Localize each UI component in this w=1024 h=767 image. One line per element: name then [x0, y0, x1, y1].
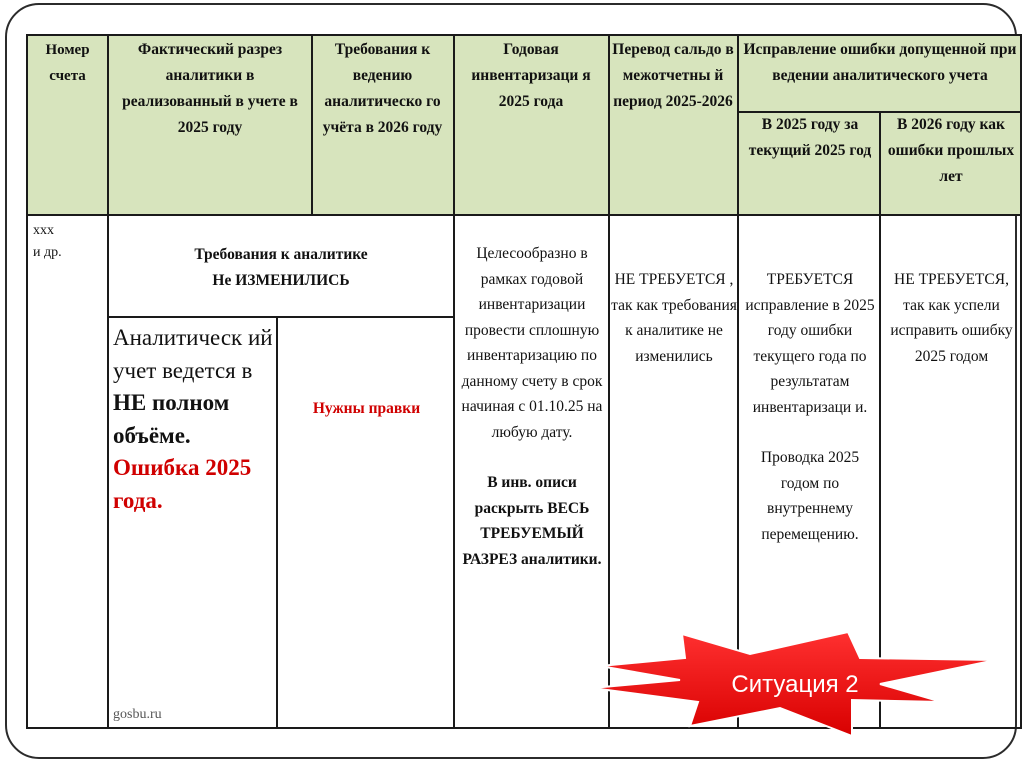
header-annual-inventory: Годовая инвентаризаци я 2025 года	[471, 41, 591, 110]
watermark: gosbu.ru	[113, 707, 162, 722]
inventory-recommendation	[456, 241, 608, 572]
account-cell: ххх и др.	[33, 223, 62, 260]
analytics-note-bold: НЕ полном объёме.	[113, 390, 230, 448]
transfer-not-required: НЕ ТРЕБУЕТСЯ , так как требования к аналитике не изменились	[611, 271, 737, 365]
header-fix-2026: В 2026 году как ошибки прошлых лет	[887, 116, 1015, 185]
header-error-correction: Исправление ошибки допущенной при ведении аналитического учета	[743, 41, 1017, 84]
col-line-5	[737, 34, 739, 729]
inventory-bold-text: В инв. описи раскрыть ВЕСЬ ТРЕБУЕМЫЙ РАЗРЕЗ аналитики.	[462, 474, 602, 568]
table-top-border	[26, 34, 1022, 36]
requirements-line1: Требования к аналитике	[194, 246, 368, 263]
needs-fix-label: Нужны правки	[312, 400, 421, 417]
analytics-inner-col	[276, 316, 278, 729]
header-balance-transfer: Перевод сальдо в межотчетны й период 2025-2026	[612, 41, 734, 110]
table-left-border	[26, 34, 28, 729]
col-line-2	[311, 34, 313, 215]
analytics-split-line	[107, 316, 455, 318]
col-line-4	[608, 34, 610, 729]
inventory-text: Целесообразно в рамках годовой инвентаризации провести сплошную инвентаризацию по данному счету в срок начиная с 01.10.25 на любую дату.	[461, 245, 603, 441]
table-right-border	[1020, 34, 1022, 729]
col-line-3	[453, 34, 455, 729]
fix-2025-text: ТРЕБУЕТСЯ исправление в 2025 году ошибки текущего года по результатам инвентаризаци и.	[745, 271, 875, 416]
header-actual-analytics: Фактический разрез аналитики в реализованный в учете в 2025 году	[122, 41, 298, 136]
analytics-note-text: Аналитическ ий учет ведется в	[113, 325, 273, 383]
fix-2026-not-required: НЕ ТРЕБУЕТСЯ, так как успели исправить ошибку 2025 годом	[890, 271, 1013, 365]
situation-label: Ситуация 2	[731, 671, 859, 698]
analytics-incomplete-note	[113, 322, 275, 517]
fix-2025-required	[741, 267, 879, 547]
header-account-number: Номер счета	[45, 42, 90, 84]
requirements-unchanged	[108, 242, 454, 294]
situation-badge	[590, 630, 1000, 740]
fix-2025-posting: Проводка 2025 годом по внутреннему перемещению.	[760, 449, 860, 543]
col-line-1	[107, 34, 109, 729]
error-2025-label: Ошибка 2025 года.	[113, 455, 252, 513]
header-bottom-line	[26, 214, 1022, 216]
header-requirements-2026: Требования к ведению аналитическо го учёта в 2026 году	[322, 41, 443, 136]
header-fix-2025: В 2025 году за текущий 2025 год	[748, 116, 872, 159]
requirements-line2: Не ИЗМЕНИЛИСЬ	[212, 272, 350, 289]
